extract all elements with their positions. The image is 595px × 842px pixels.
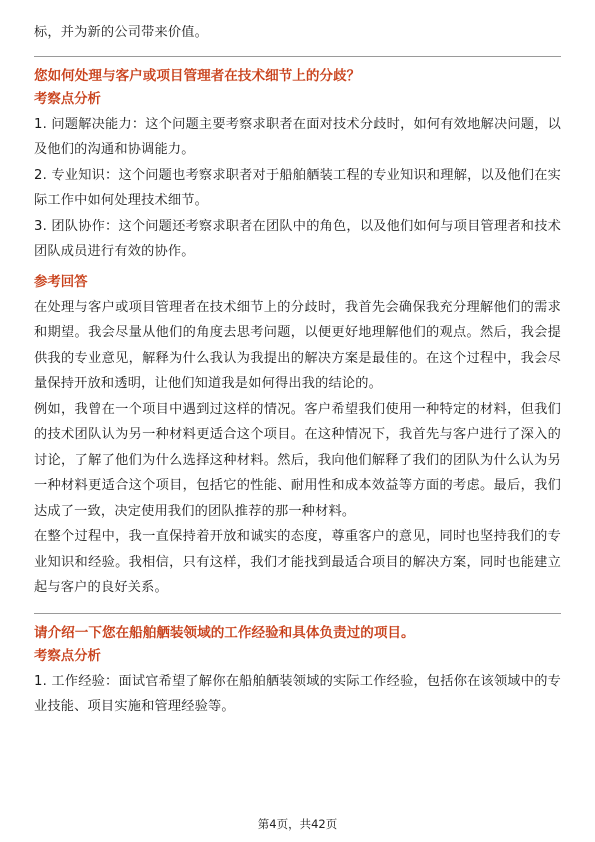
analysis-point: 3. 团队协作：这个问题还考察求职者在团队中的角色，以及他们如何与项目管理者和技术团队成员进行有效的协作。 [34, 218, 561, 259]
lead-paragraph: 标，并为新的公司带来价值。 [34, 25, 209, 40]
answer-paragraph: 例如，我曾在一个项目中遇到过这样的情况。客户希望我们使用一种特定的材料，但我们的技术团队认为另一种材料更适合这个项目。在这种情况下，我首先与客户进行了深入的讨论，了解了他们为什么选择这种材料。然后，我向他们解释了我们的团队为什么认为另一种材料更适合这个项目，包括它的性能、耐用性和成本效益等方面的考虑。最后，我们达成了一致，决定使用我们的团队推荐的那一种材料。 [34, 401, 561, 519]
answer-paragraph: 在整个过程中，我一直保持着开放和诚实的态度，尊重客户的意见，同时也坚持我们的专业知识和经验。我相信，只有这样，我们才能找到最适合项目的解决方案，同时也能建立起与客户的良好关系。 [34, 529, 561, 595]
page-number: 第4页，共42页 [257, 817, 338, 831]
question-title: 请介绍一下您在船舶舾装领域的工作经验和具体负责过的项目。 [34, 624, 415, 641]
question-title: 您如何处理与客户或项目管理者在技术细节上的分歧？ [34, 67, 361, 84]
analysis-label: 考察点分析 [34, 91, 101, 107]
answer-label: 参考回答 [34, 274, 88, 290]
analysis-point: 1. 工作经验：面试官希望了解你在船舶舾装领域的实际工作经验，包括你在该领域中的专业技能、项目实施和管理经验等。 [34, 673, 561, 714]
document-page [34, 0, 561, 720]
answer-paragraph: 在处理与客户或项目管理者在技术细节上的分歧时，我首先会确保我充分理解他们的需求和期望。我会尽量从他们的角度去思考问题，以便更好地理解他们的观点。然后，我会提供我的专业意见，解释为什么我认为我提出的解决方案是最佳的。在这个过程中，我会尽量保持开放和透明，让他们知道我是如何得出我的结论的。 [34, 299, 561, 391]
analysis-point: 2. 专业知识：这个问题也考察求职者对于船舶舾装工程的专业知识和理解，以及他们在实际工作中如何处理技术细节。 [34, 167, 561, 208]
analysis-label: 考察点分析 [34, 648, 101, 664]
analysis-point: 1. 问题解决能力：这个问题主要考察求职者在面对技术分歧时，如何有效地解决问题，以及他们的沟通和协调能力。 [34, 116, 561, 157]
